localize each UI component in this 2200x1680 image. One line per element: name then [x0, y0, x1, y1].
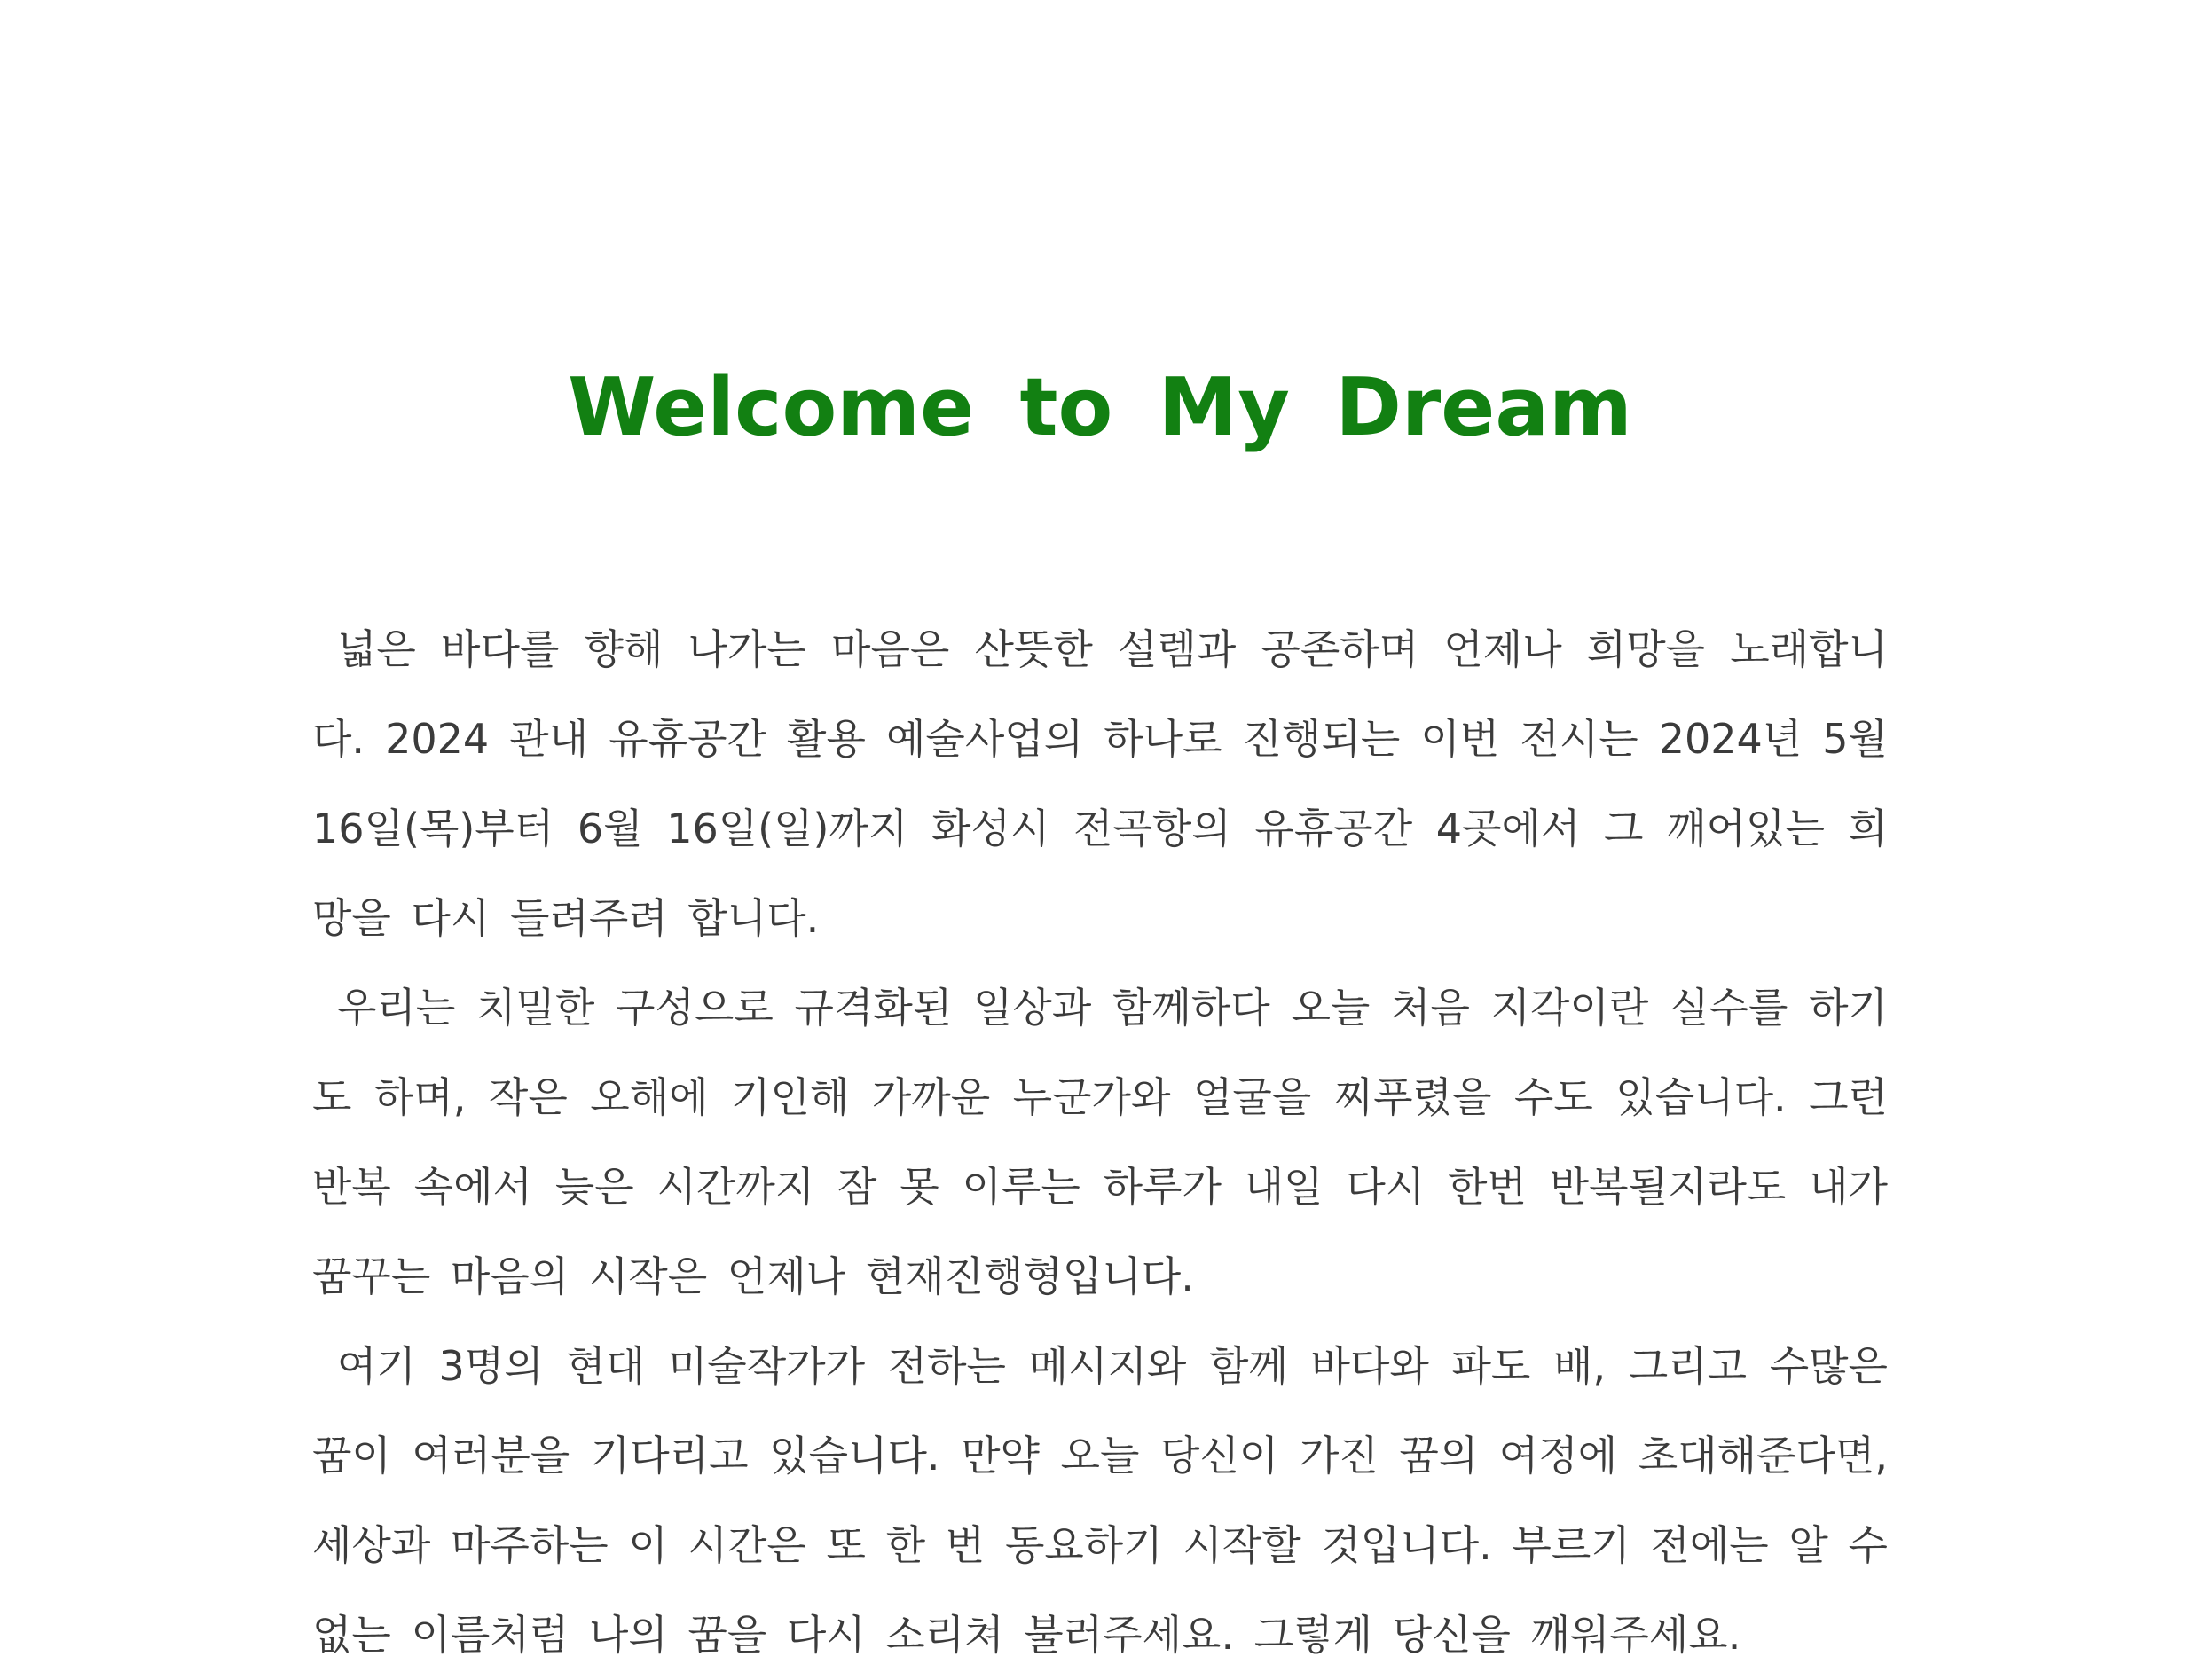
- document-title: Welcome to My Dream: [568, 361, 1632, 454]
- paragraph-1: 넓은 바다를 향해 나가는 마음은 산뜻한 설렘과 공존하며 언제나 희망을 노래합니다. 2024 관내 유휴공간 활용 예술사업의 하나로 진행되는 이번 전시는 2024년 5월 16일(목)부터 6월 16일(일)까지 화성시 전곡항의 유휴공간 4곳에서 그 깨어있는 희망을 다시 들려주려 합니다.: [312, 625, 1888, 942]
- paragraph-2: 우리는 치밀한 구성으로 규격화된 일상과 함께하다 오늘 처음 지각이란 실수를 하기도 하며, 작은 오해에 기인해 가까운 누군가와 얼굴을 찌푸렸을 수도 있습니다. 그런 반복 속에서 늦은 시간까지 잠 못 이루는 하루가 내일 다시 한번 반복될지라도 내가 꿈꾸는 마음의 시작은 언제나 현재진행형입니다.: [312, 984, 1888, 1300]
- paragraph-3: 여기 3명의 현대 미술작가가 전하는 메시지와 함께 바다와 파도 배, 그리고 수많은 꿈이 여러분을 기다리고 있습니다. 만약 오늘 당신이 가진 꿈의 여정에 초대해준다면, 세상과 마주하는 이 시간은 또 한 번 동요하기 시작할 것입니다. 부르기 전에는 알 수 없는 이름처럼 나의 꿈을 다시 소리쳐 불러주세요. 그렇게 당신을 깨워주세요.: [312, 1342, 1888, 1659]
- body-text: [312, 605, 1888, 1680]
